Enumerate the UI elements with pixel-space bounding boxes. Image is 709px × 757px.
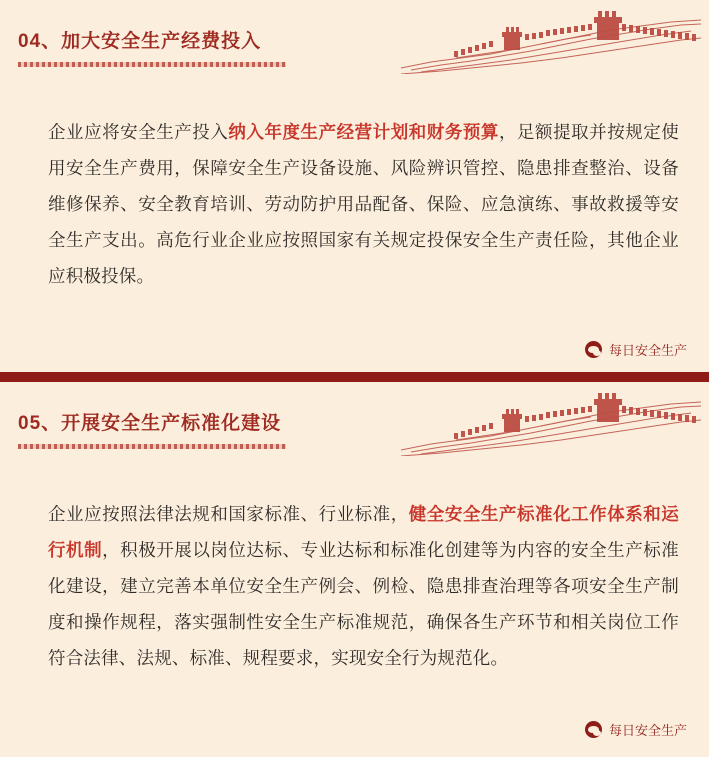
section-04-body xyxy=(0,78,709,321)
section-04-rest: ，足额提取并按规定使用安全生产费用，保障安全生产设备设施、风险辨识管控、隐患排查整治、设备维修保养、安全教育培训、劳动防护用品配备、保险、应急演练、事故救援等安全生产支出。高危行业企业应按照国家有关规定投保安全生产责任险，其他企业应积极投保。 xyxy=(48,121,680,286)
great-wall-decoration-icon xyxy=(401,390,701,456)
section-04-header xyxy=(0,0,709,78)
section-04-title-text: 加大安全生产经费投入 xyxy=(61,31,262,52)
section-05-body xyxy=(0,460,709,703)
section-04-title xyxy=(18,26,261,53)
section-05-rest: ，积极开展以岗位达标、专业达标和标准化创建等为内容的安全生产标准化建设，建立完善本单位安全生产例会、例检、隐患排查治理等各项安全生产制度和操作规程，落实强制性安全生产标准规范，确保各生产环节和相关岗位工作符合法律、法规、标准、规程要求，实现安全行为规范化。 xyxy=(48,539,679,668)
section-05-number: 05、 xyxy=(18,413,62,434)
section-05-title-text: 开展安全生产标准化建设 xyxy=(61,413,282,434)
section-05 xyxy=(0,382,709,757)
wechat-account-badge[interactable] xyxy=(585,720,687,739)
section-05-highlight: 健全安全生产标准化工作体系和运行机制 xyxy=(48,503,679,560)
wechat-account-name: 每日安全生产 xyxy=(608,723,687,738)
wechat-account-name: 每日安全生产 xyxy=(608,343,687,358)
section-04-number: 04、 xyxy=(18,31,62,52)
wechat-account-badge[interactable] xyxy=(585,340,687,359)
section-04-lead: 企业应将安全生产投入 xyxy=(48,121,229,142)
section-04 xyxy=(0,0,709,372)
great-wall-decoration-icon xyxy=(401,8,701,74)
section-05-paragraph xyxy=(48,496,679,676)
section-04-highlight: 纳入年度生产经营计划和财务预算 xyxy=(228,121,499,142)
section-05-header xyxy=(0,382,709,460)
section-05-title xyxy=(18,408,281,435)
section-04-paragraph xyxy=(48,114,679,294)
wechat-icon xyxy=(585,341,602,358)
section-05-lead: 企业应按照法律法规和国家标准、行业标准， xyxy=(48,503,409,524)
section-05-title-underline xyxy=(18,444,286,449)
wechat-icon xyxy=(585,721,602,738)
section-04-title-underline xyxy=(18,62,286,67)
section-divider xyxy=(0,372,709,382)
